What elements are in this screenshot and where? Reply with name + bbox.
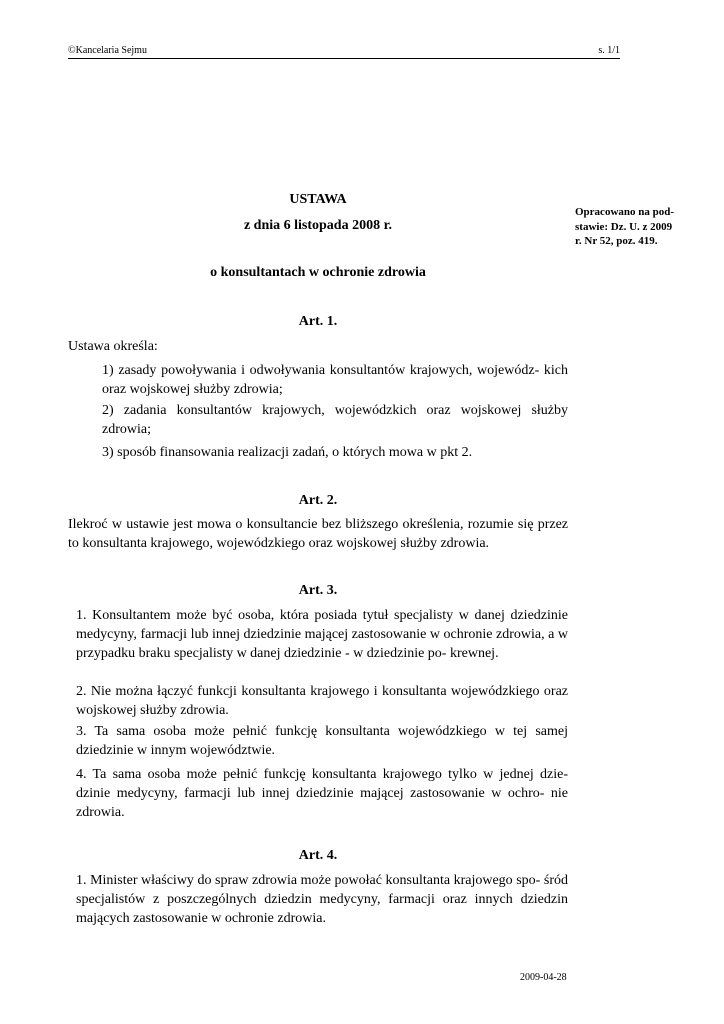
header-page-number: s. 1/1: [598, 45, 620, 56]
point-text: Minister właściwy do spraw zdrowia może powołać konsultanta krajowego spo- śród specjalistów z poszczególnych dziedzin medycyny, farmacji oraz innych dziedzin mających zastosowanie w ochronie zdrowia.: [76, 873, 569, 926]
point-text: Konsultantem może być osoba, która posiada tytuł specjalisty w danej dziedzinie medycyny, farmacji lub innej dziedzinie mającej zastosowanie w ochronie zdrowia, a w przypadku braku specjalisty w danej dziedzinie - w dziedzinie po- krewnej.: [76, 608, 568, 661]
article-3-point-4: [76, 765, 568, 822]
point-text: Nie można łączyć funkcji konsultanta krajowego i konsultanta wojewódzkiego oraz wojskowej służby zdrowia.: [76, 684, 569, 718]
article-1-point-2: [102, 401, 568, 439]
source-note-line: stawie: Dz. U. z 2009: [575, 220, 673, 233]
document-date: z dnia 6 listopada 2008 r.: [243, 218, 393, 233]
point-number: 3): [102, 445, 114, 460]
article-3-point-1: [76, 606, 568, 663]
point-text: zasady powoływania i odwoływania konsultantów krajowych, wojewódz- kich oraz wojskowej służby zdrowia;: [102, 363, 569, 397]
point-number: 1.: [76, 873, 87, 888]
article-3-point-2: [76, 682, 568, 720]
point-number: 3.: [76, 724, 87, 739]
source-note: [575, 205, 685, 249]
article-3-title: Art. 3.: [298, 583, 338, 598]
point-number: 4.: [76, 767, 87, 782]
point-text: zadania konsultantów krajowych, wojewódzkich oraz wojskowej służby zdrowia;: [102, 403, 568, 437]
source-note-line: r. Nr 52, poz. 419.: [575, 235, 658, 247]
footer-date: 2009-04-28: [520, 972, 567, 983]
article-4-point-1: [76, 871, 568, 928]
point-number: 1.: [76, 608, 87, 623]
point-text: sposób finansowania realizacji zadań, o których mowa w pkt 2.: [117, 445, 473, 460]
article-3-point-3: [76, 722, 568, 760]
source-note-line: Opracowano na pod-: [575, 206, 675, 218]
article-1-title: Art. 1.: [298, 314, 338, 329]
article-1-point-3: [102, 443, 568, 462]
article-1-intro: Ustawa określa:: [68, 339, 158, 354]
document-type: USTAWA: [289, 192, 347, 207]
header-publisher: ©Kancelaria Sejmu: [68, 45, 147, 56]
article-4-title: Art. 4.: [298, 848, 338, 863]
article-2-title: Art. 2.: [298, 493, 338, 508]
document-subject: o konsultantach w ochronie zdrowia: [210, 265, 426, 280]
point-number: 2): [102, 403, 114, 418]
article-2-text: Ilekroć w ustawie jest mowa o konsultancie bez bliższego określenia, rozumie się przez to konsultanta krajowego, wojewódzkiego oraz wojskowej służby zdrowia.: [68, 517, 568, 551]
point-number: 2.: [76, 684, 87, 699]
article-1-point-1: [102, 361, 568, 399]
point-number: 1): [102, 363, 114, 378]
page-header: [68, 44, 620, 59]
point-text: Ta sama osoba może pełnić funkcję konsultanta krajowego tylko w jednej dzie- dzinie medycyny, farmacji lub innej dziedzinie mającej zastosowanie w ochro- nie zdrowia.: [76, 767, 568, 820]
point-text: Ta sama osoba może pełnić funkcję konsultanta wojewódzkiego w tej samej dziedzinie w innym województwie.: [76, 724, 568, 758]
